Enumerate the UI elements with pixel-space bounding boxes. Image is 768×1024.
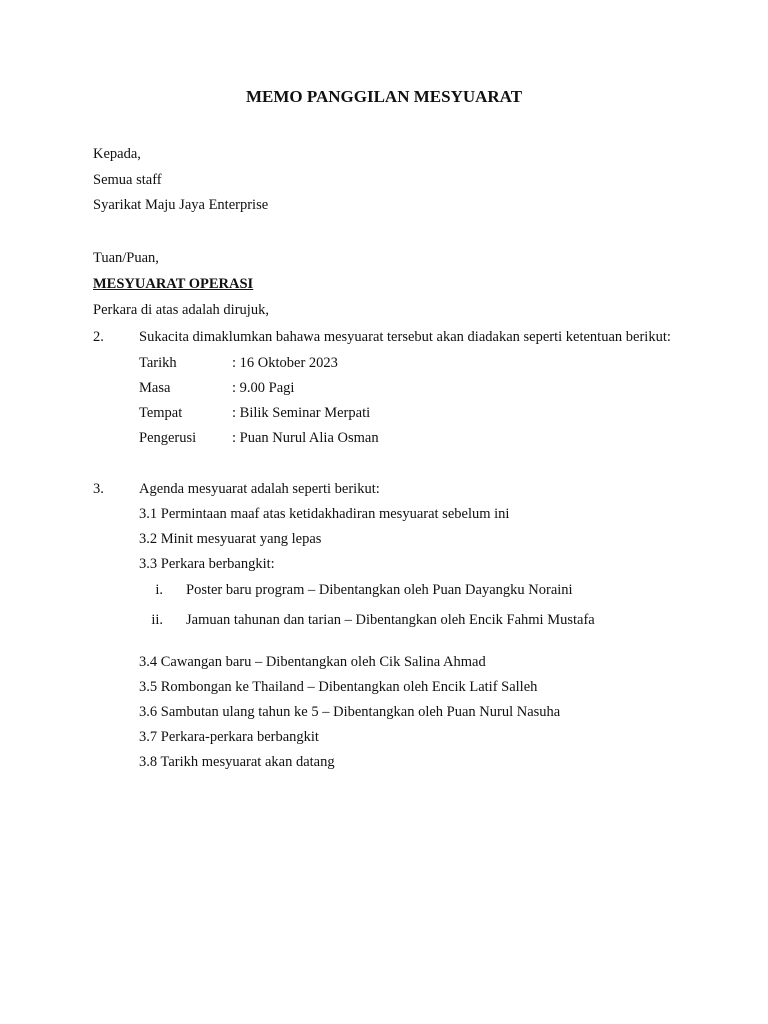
detail-label-time: Masa — [139, 380, 171, 396]
memo-title: MEMO PANGGILAN MESYUARAT — [245, 87, 523, 106]
para-3-text: Agenda mesyuarat adalah seperti berikut: — [139, 481, 380, 497]
sub-item-numeral: ii. — [151, 612, 163, 628]
sub-item-numeral: i. — [155, 582, 163, 598]
memo-subject: MESYUARAT OPERASI — [93, 276, 254, 292]
agenda-item: 3.7 Perkara-perkara berbangkit — [139, 729, 319, 745]
reference-line: Perkara di atas adalah dirujuk, — [93, 302, 269, 318]
agenda-item: 3.1 Permintaan maaf atas ketidakhadiran mesyuarat sebelum ini — [139, 506, 510, 522]
detail-value-time: : 9.00 Pagi — [232, 380, 295, 396]
detail-label-venue: Tempat — [139, 405, 183, 421]
para-2-text: Sukacita dimaklumkan bahawa mesyuarat tersebut akan diadakan seperti ketentuan berikut: — [139, 329, 671, 345]
agenda-item: 3.4 Cawangan baru – Dibentangkan oleh Cik Salina Ahmad — [139, 654, 486, 670]
agenda-item: 3.8 Tarikh mesyuarat akan datang — [139, 754, 335, 770]
para-2-number: 2. — [93, 329, 104, 345]
para-3-number: 3. — [93, 481, 104, 497]
recipient-line-2: Syarikat Maju Jaya Enterprise — [93, 197, 269, 213]
detail-label-date: Tarikh — [139, 355, 177, 371]
agenda-item: 3.6 Sambutan ulang tahun ke 5 – Dibentangkan oleh Puan Nurul Nasuha — [139, 704, 561, 720]
agenda-item: 3.3 Perkara berbangkit: — [139, 556, 275, 572]
agenda-item: 3.5 Rombongan ke Thailand – Dibentangkan oleh Encik Latif Salleh — [139, 679, 538, 695]
recipient-to-label: Kepada, — [93, 146, 141, 162]
detail-value-venue: : Bilik Seminar Merpati — [232, 405, 371, 421]
recipient-line-1: Semua staff — [93, 172, 162, 188]
salutation: Tuan/Puan, — [93, 250, 159, 266]
agenda-item: 3.2 Minit mesyuarat yang lepas — [139, 531, 322, 547]
detail-value-chair: : Puan Nurul Alia Osman — [232, 430, 379, 446]
sub-item-text: Poster baru program – Dibentangkan oleh Puan Dayangku Noraini — [186, 582, 573, 598]
detail-label-chair: Pengerusi — [139, 430, 197, 446]
sub-item-text: Jamuan tahunan dan tarian – Dibentangkan oleh Encik Fahmi Mustafa — [186, 612, 595, 628]
detail-value-date: : 16 Oktober 2023 — [232, 355, 338, 371]
